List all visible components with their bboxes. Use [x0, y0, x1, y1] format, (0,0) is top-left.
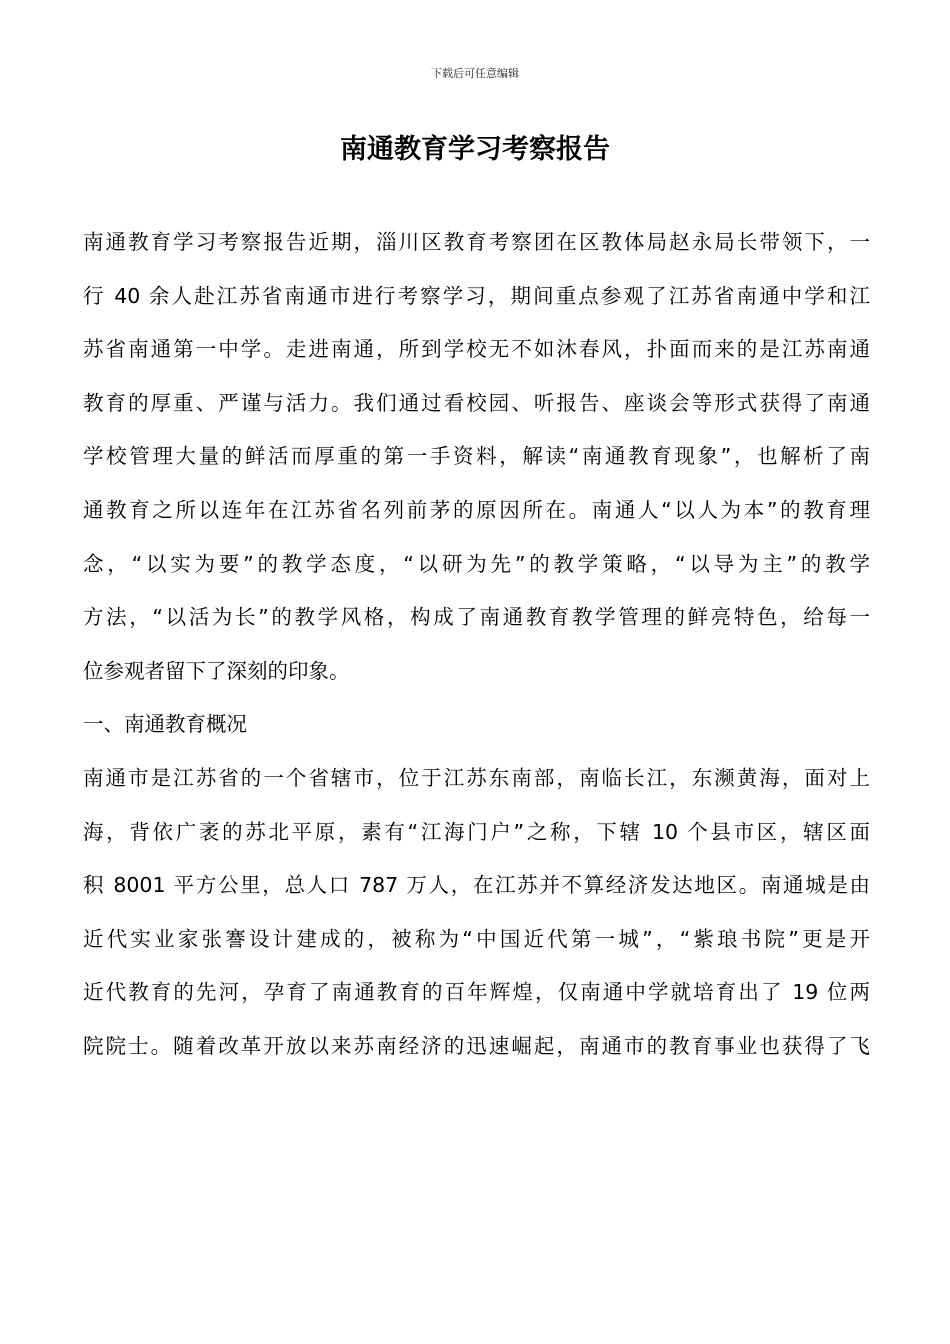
text-line: 苏省南通第一中学。走进南通，所到学校无不如沐春风，扑面而来的是江苏南通 [83, 337, 870, 362]
text-line: 教育的厚重、严谨与活力。我们通过看校园、听报告、座谈会等形式获得了南通 [83, 390, 870, 415]
text-line: 位参观者留下了深刻的印象。 [83, 658, 350, 683]
text-line: 方法，“以活为长”的教学风格，构成了南通教育教学管理的鲜亮特色，给每一 [83, 605, 870, 630]
header-note: 下载后可任意编辑 [431, 67, 519, 80]
text-line: 积 8001 平方公里，总人口 787 万人，在江苏并不算经济发达地区。南通城是由 [83, 873, 870, 898]
document-body [83, 216, 870, 1074]
text-line: 通教育之所以连年在江苏省名列前茅的原因所在。南通人“以人为本”的教育理 [83, 497, 870, 522]
document-title: 南通教育学习考察报告 [340, 134, 610, 165]
section-heading: 一、南通教育概况 [83, 712, 247, 737]
text-line: 院院士。随着改革开放以来苏南经济的迅速崛起，南通市的教育事业也获得了飞 [83, 1033, 870, 1058]
text-line: 行 40 余人赴江苏省南通市进行考察学习，期间重点参观了江苏省南通中学和江 [83, 283, 870, 308]
text-line: 念，“以实为要”的教学态度，“以研为先”的教学策略，“以导为主”的教学 [83, 551, 870, 576]
text-line: 近代实业家张謇设计建成的，被称为“中国近代第一城”，“紫琅书院”更是开 [83, 926, 870, 951]
text-line: 学校管理大量的鲜活而厚重的第一手资料，解读“南通教育现象”，也解析了南 [83, 444, 870, 469]
text-line: 南通市是江苏省的一个省辖市，位于江苏东南部，南临长江，东濒黄海，面对上 [83, 765, 870, 790]
text-line: 近代教育的先河，孕育了南通教育的百年辉煌，仅南通中学就培育出了 19 位两 [83, 980, 870, 1005]
text-line: 南通教育学习考察报告近期，淄川区教育考察团在区教体局赵永局长带领下，一 [83, 230, 870, 254]
text-line: 海，背依广袤的苏北平原，素有“江海门户”之称，下辖 10 个县市区，辖区面 [83, 819, 870, 844]
